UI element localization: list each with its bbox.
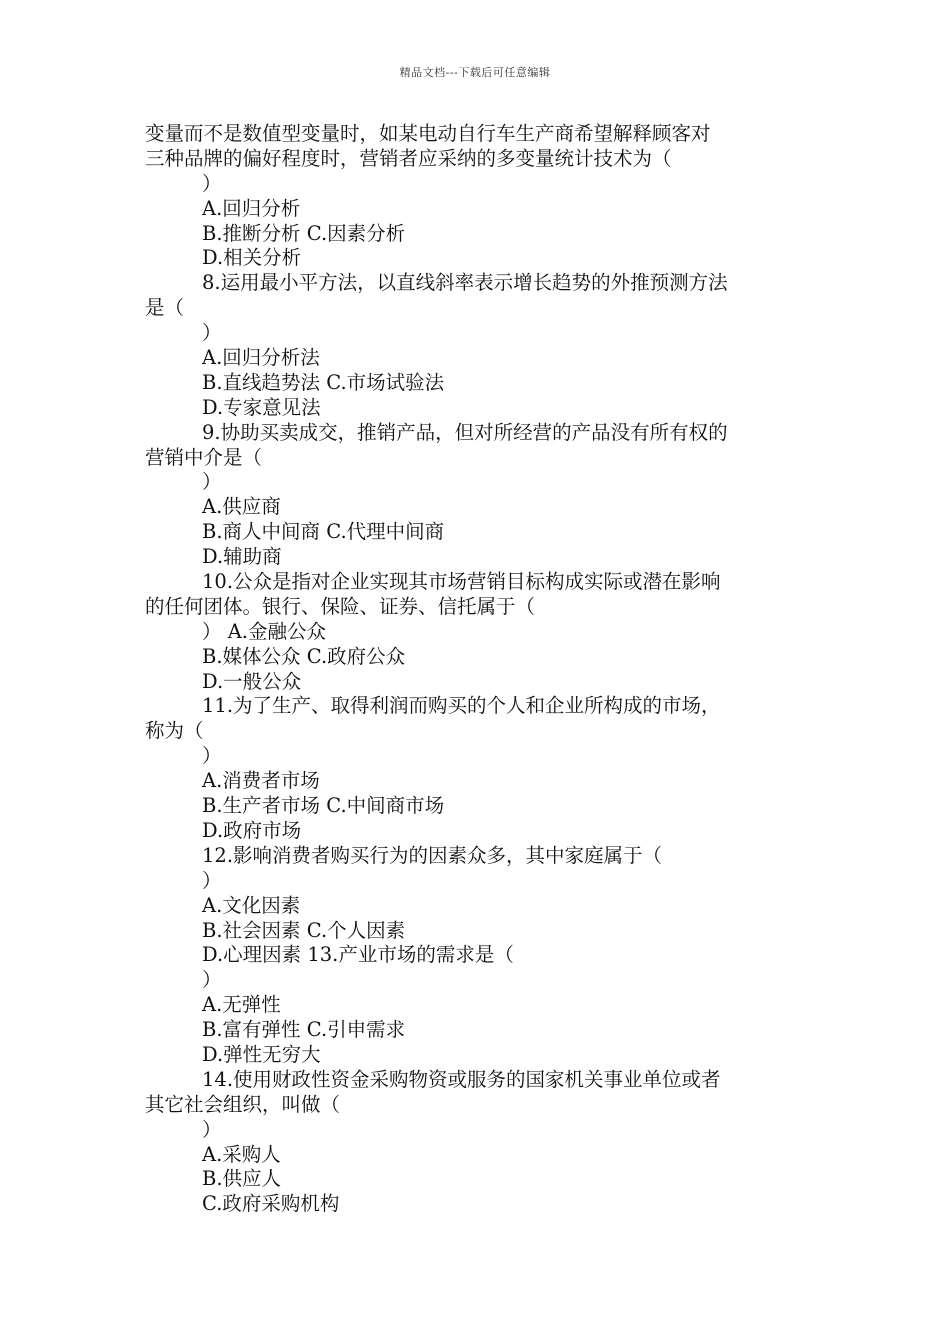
text-line: B.供应人 (202, 1167, 282, 1191)
text-line: A.供应商 (202, 495, 281, 519)
text-line: ） (202, 470, 222, 494)
text-line: 称为（ (145, 719, 204, 743)
text-line: A.回归分析法 (202, 346, 320, 370)
text-line: 三种品牌的偏好程度时，营销者应采纳的多变量统计技术为（ (145, 146, 672, 170)
text-line: B.社会因素 C.个人因素 (202, 918, 406, 942)
text-line: B.富有弹性 C.引申需求 (202, 1018, 406, 1042)
text-line: ） (202, 968, 222, 992)
text-line: B.推断分析 C.因素分析 (202, 221, 406, 245)
text-line: ） (202, 171, 222, 195)
text-line: D.弹性无穷大 (202, 1042, 321, 1066)
text-line: ） (202, 1117, 222, 1141)
text-line: A.无弹性 (202, 993, 281, 1017)
text-line: ） A.金融公众 (202, 619, 326, 643)
text-line: 是（ (145, 296, 185, 320)
text-line: 9.协助买卖成交，推销产品，但对所经营的产品没有所有权的 (202, 420, 728, 444)
text-line: D.相关分析 (202, 246, 302, 270)
text-line: 10.公众是指对企业实现其市场营销目标构成实际或潜在影响 (202, 570, 721, 594)
text-line: B.媒体公众 C.政府公众 (202, 644, 406, 668)
text-line: C.政府采购机构 (202, 1192, 340, 1216)
text-line: D.一般公众 (202, 669, 302, 693)
text-line: A.回归分析 (202, 196, 301, 220)
text-line: ） (202, 868, 222, 892)
text-line: 8.运用最小平方法，以直线斜率表示增长趋势的外推预测方法 (202, 271, 728, 295)
document-body (145, 122, 815, 1217)
text-line: 变量而不是数值型变量时，如某电动自行车生产商希望解释顾客对 (145, 122, 711, 145)
text-line: 营销中介是（ (145, 445, 263, 469)
text-line: 其它社会组织，叫做（ (145, 1092, 341, 1116)
text-line: B.商人中间商 C.代理中间商 (202, 520, 445, 544)
text-line: B.生产者市场 C.中间商市场 (202, 794, 445, 818)
page-header: 精品文档---下载后可任意编辑 (399, 66, 551, 79)
text-line: D.心理因素 13.产业市场的需求是（ (202, 943, 514, 967)
text-line: D.辅助商 (202, 545, 282, 569)
text-line: 12.影响消费者购买行为的因素众多，其中家庭属于（ (202, 843, 663, 867)
text-line: B.直线趋势法 C.市场试验法 (202, 370, 445, 394)
text-line: 14.使用财政性资金采购物资或服务的国家机关事业单位或者 (202, 1067, 721, 1091)
text-line: 11.为了生产、取得利润而购买的个人和企业所构成的市场， (202, 694, 721, 718)
text-line: A.消费者市场 (202, 769, 320, 793)
text-line: D.政府市场 (202, 818, 302, 842)
text-line: ） (202, 744, 222, 768)
text-line: A.文化因素 (202, 893, 301, 917)
text-line: 的任何团体。银行、保险、证券、信托属于（ (145, 594, 536, 618)
text-line: D.专家意见法 (202, 395, 321, 419)
text-line: A.采购人 (202, 1142, 281, 1166)
text-line: ） (202, 321, 222, 345)
